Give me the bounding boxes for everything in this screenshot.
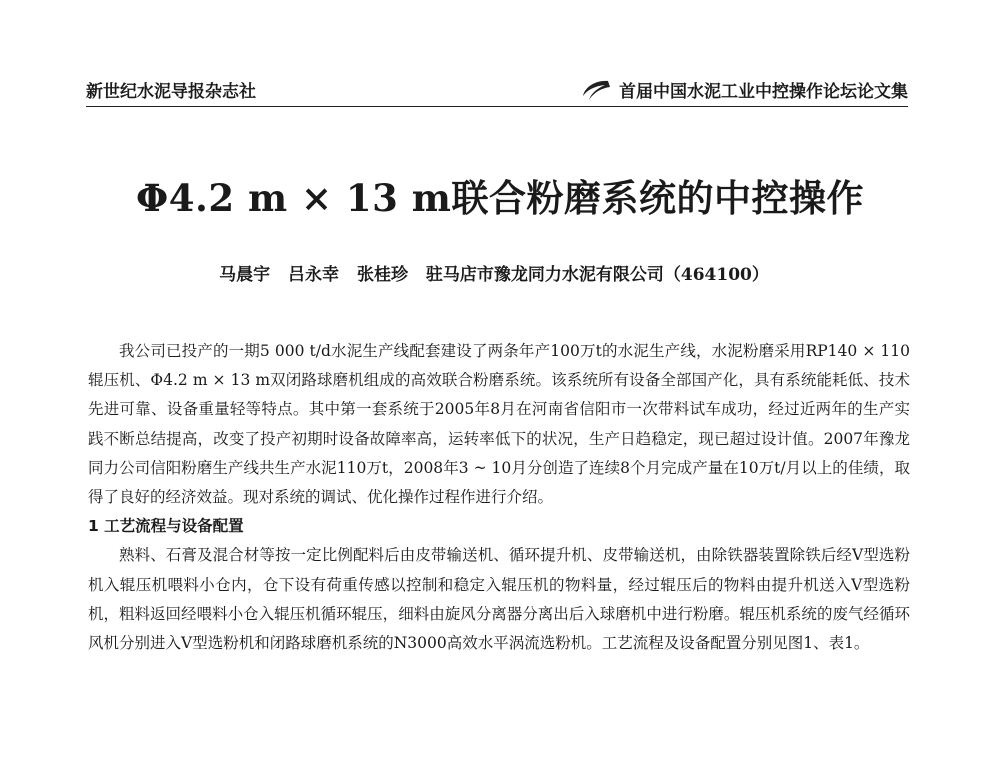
proceedings-title-block [581,77,908,102]
section-heading: 1 工艺流程与设备配置 [88,517,244,536]
author-affiliation: 驻马店市豫龙同力水泥有限公司（464100） [425,265,769,285]
intro-paragraph: 我公司已投产的一期5 000 t/d水泥生产线配套建设了两条年产100万t的水泥生产线，水泥粉磨采用RP140 × 110辊压机、Φ4.2 m × 13 m双闭路球磨机组成的高效联合粉磨系统。该系统所有设备全部国产化，具有系统能耗低、技术先进可靠、设备重量轻等特点。其中第一套系统于2005年8月在河南省信阳市一次带料试车成功，经过近两年的生产实践不断总结提高，改变了投产初期时设备故障率高，运转率低下的状况，生产日趋稳定，现已超过设计值。2007年豫龙同力公司信阳粉磨生产线共生产水泥110万t，2008年3 ~ 10月分创造了连续8个月完成产量在10万t/月以上的佳绩，取得了良好的经济效益。现对系统的调试、优化操作过程作进行介绍。 [88,342,910,507]
author-name: 张桂珍 [356,265,408,285]
author-line [0,260,1000,285]
author-name: 吕永幸 [288,265,340,285]
publisher-name: 新世纪水泥导报杂志社 [86,82,256,102]
proceedings-title: 首届中国水泥工业中控操作论坛论文集 [619,82,908,102]
section-paragraph: 熟料、石膏及混合材等按一定比例配料后由皮带输送机、循环提升机、皮带输送机，由除铁器装置除铁后经V型选粉机入辊压机喂料小仓内，仓下设有荷重传感以控制和稳定入辊压机的物料量，经过辊压后的物料由提升机送入V型选粉机，粗料返回经喂料小仓入辊压机循环辊压，细料由旋风分离器分离出后入球磨机中进行粉磨。辊压机系统的废气经循环风机分别进入V型选粉机和闭路球磨机系统的N3000高效水平涡流选粉机。工艺流程及设备配置分别见图1、表1。 [88,546,910,653]
swoosh-logo-icon [581,78,611,102]
running-header [86,78,908,107]
paper-body [88,337,910,658]
author-name: 马晨宇 [219,265,271,285]
paper-title: Φ4.2 m × 13 m联合粉磨系统的中控操作 [136,176,864,220]
